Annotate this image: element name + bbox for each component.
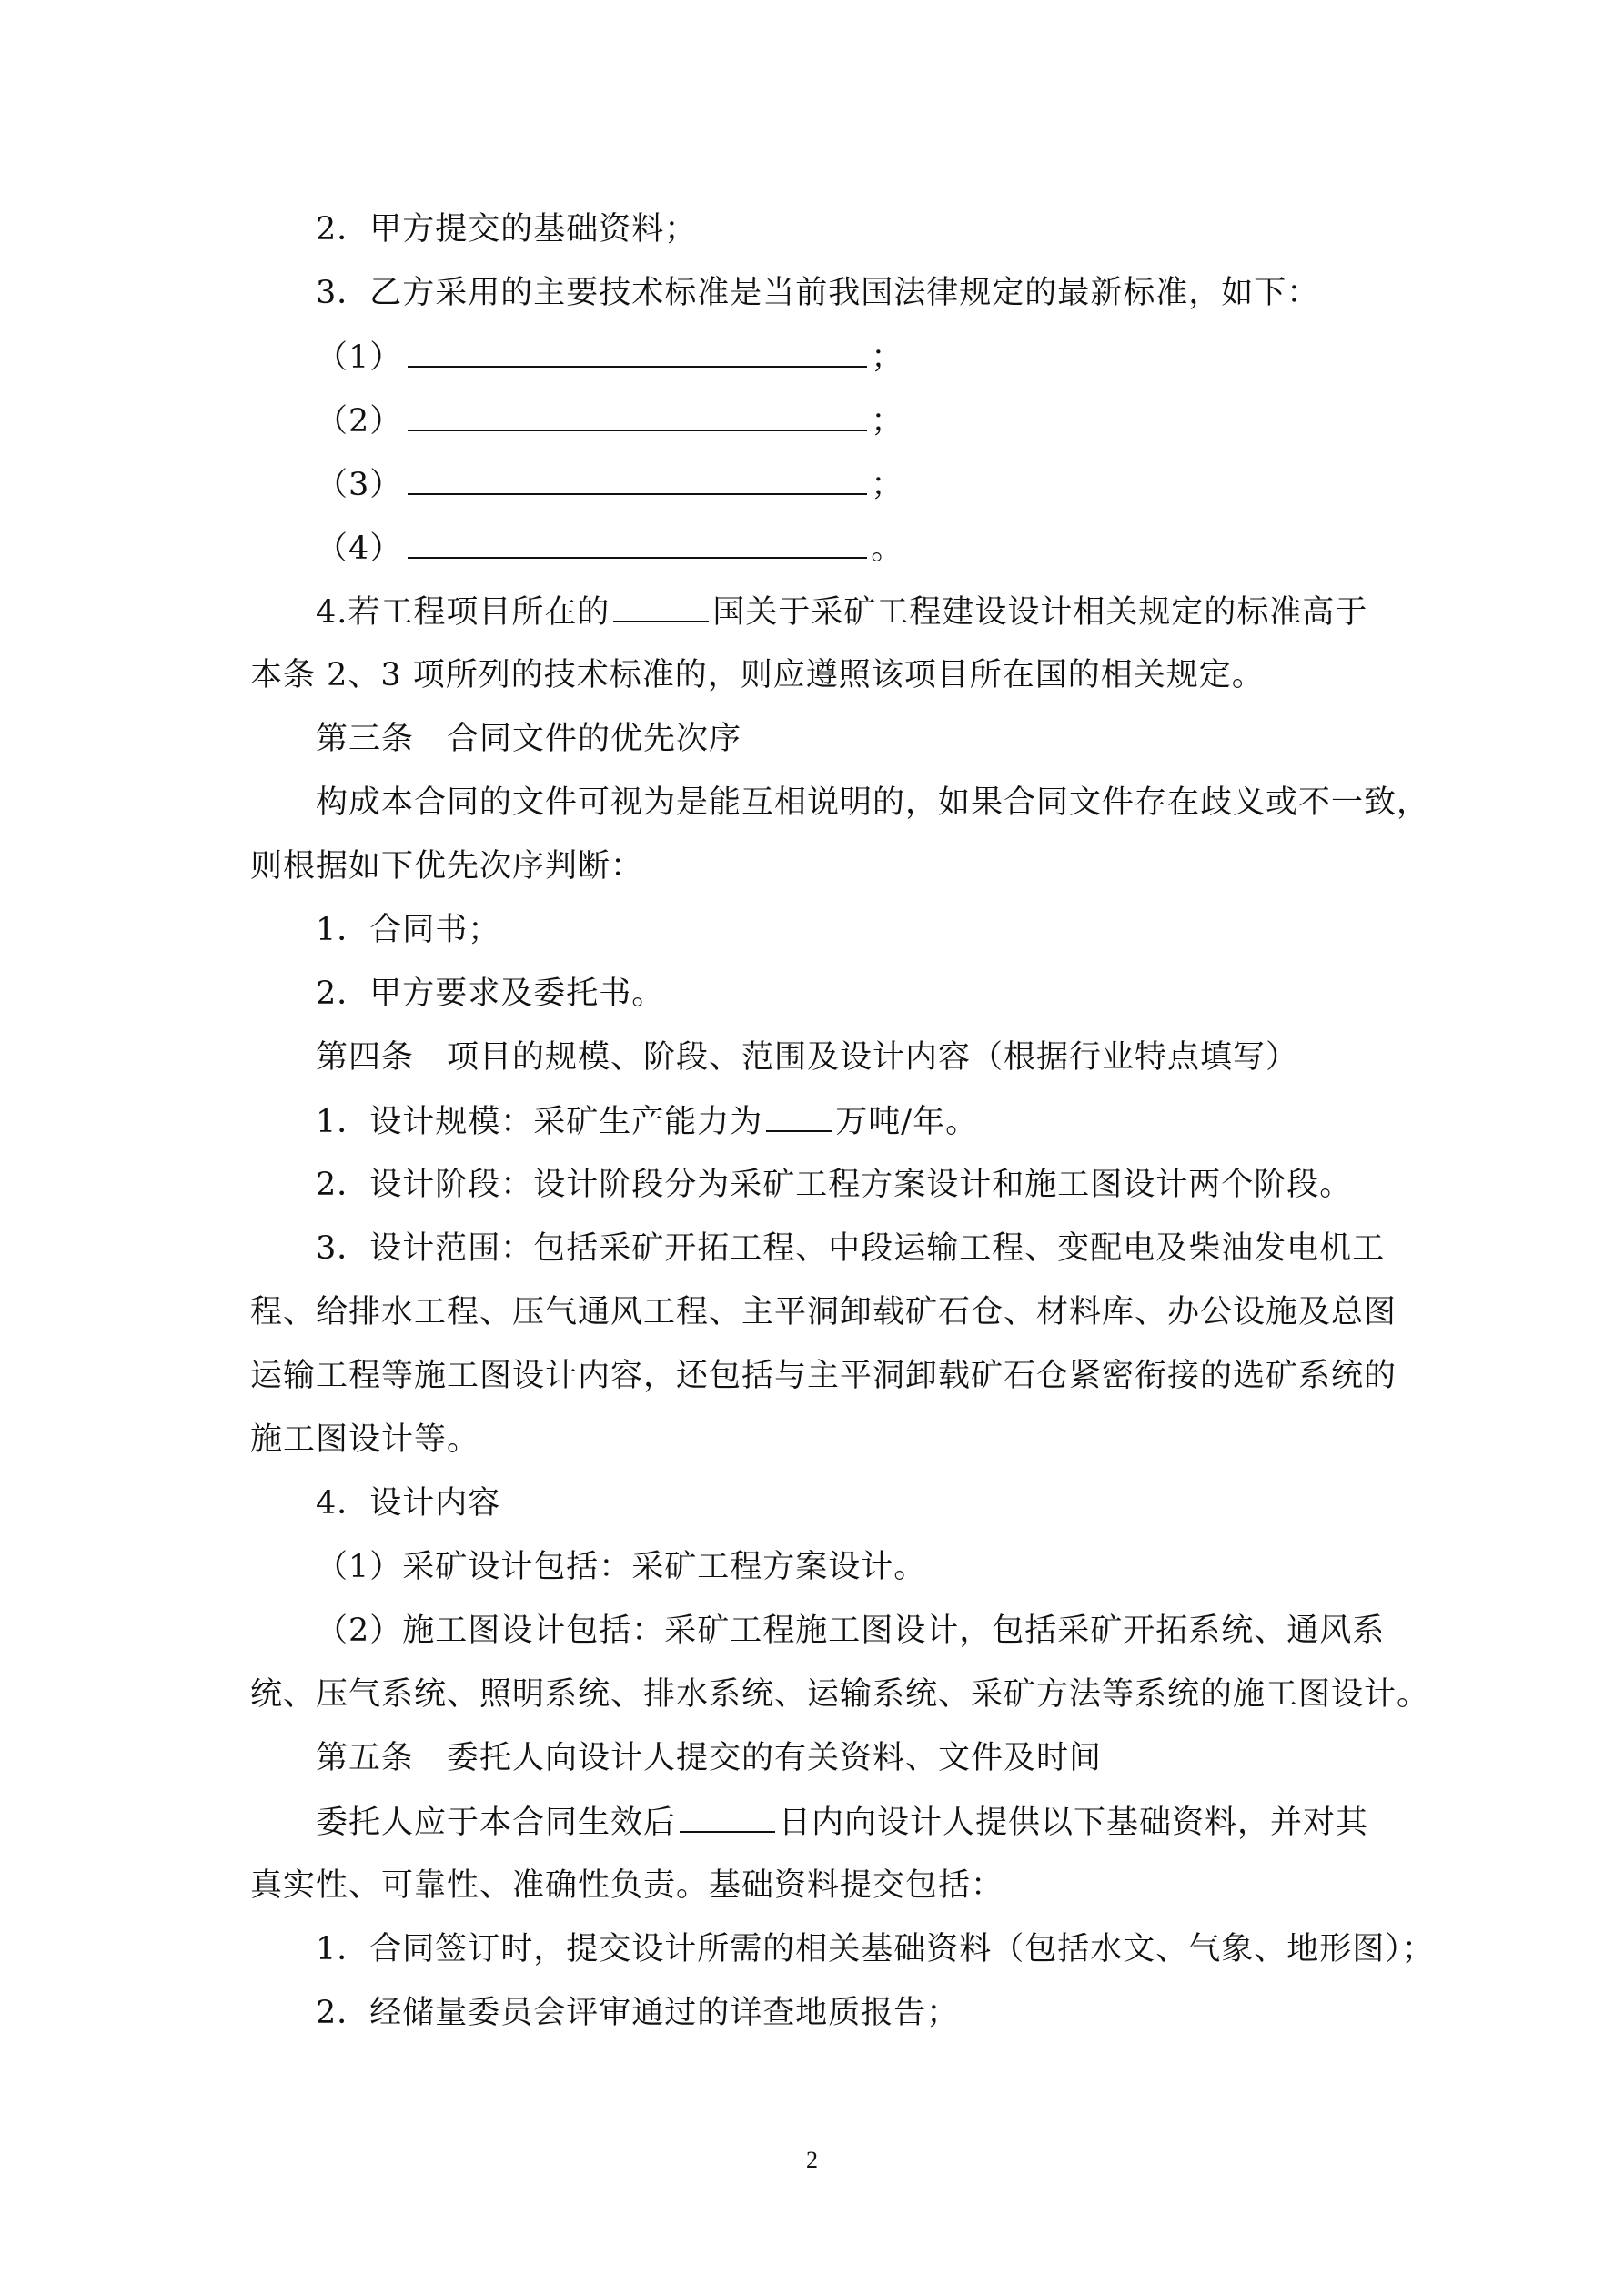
paragraph-line: 2．甲方要求及委托书。 — [316, 976, 665, 1012]
paragraph-line: 4.若工程项目所在的 国关于采矿工程建设设计相关规定的标准高于 — [316, 590, 1462, 634]
paragraph-line: （2）施工图设计包括：采矿工程施工图设计，包括采矿开拓系统、通风系 — [316, 1613, 1386, 1649]
standard-item-1: （1） ； — [316, 335, 1462, 379]
article-heading: 第三条 合同文件的优先次序 — [316, 721, 742, 757]
fill-blank — [408, 526, 867, 559]
paragraph-line: 运输工程等施工图设计内容，还包括与主平洞卸载矿石仓紧密衔接的选矿系统的 — [250, 1358, 1397, 1394]
fill-blank — [680, 1800, 775, 1833]
paragraph-line: 委托人应于本合同生效后 日内向设计人提供以下基础资料，并对其 — [316, 1800, 1462, 1845]
page-number: 2 — [806, 2147, 818, 2173]
fill-blank — [408, 462, 867, 495]
paragraph-line: 则根据如下优先次序判断： — [250, 848, 644, 885]
paragraph-line: （1）采矿设计包括：采矿工程方案设计。 — [316, 1549, 927, 1585]
article-heading: 第四条 项目的规模、阶段、范围及设计内容（根据行业特点填写） — [316, 1039, 1299, 1076]
fill-blank — [613, 590, 709, 622]
article-heading: 第五条 委托人向设计人提交的有关资料、文件及时间 — [316, 1740, 1103, 1776]
paragraph-line: 程、给排水工程、压气通风工程、主平洞卸载矿石仓、材料库、办公设施及总图 — [250, 1294, 1397, 1330]
paragraph-line: 2．甲方提交的基础资料； — [316, 211, 698, 248]
paragraph-line: 统、压气系统、照明系统、排水系统、运输系统、采矿方法等系统的施工图设计。 — [250, 1676, 1430, 1713]
paragraph-line: 3．乙方采用的主要技术标准是当前我国法律规定的最新标准，如下： — [316, 275, 1320, 311]
paragraph-line: 1．设计规模：采矿生产能力为 万吨/年。 — [316, 1099, 1462, 1144]
paragraph-line: 施工图设计等。 — [250, 1421, 480, 1458]
standard-item-2: （2） ； — [316, 399, 1462, 443]
paragraph-line: 真实性、可靠性、准确性负责。基础资料提交包括： — [250, 1867, 1004, 1904]
paragraph-line: 构成本合同的文件可视为是能互相说明的，如果合同文件存在歧义或不一致， — [316, 784, 1430, 821]
standard-item-3: （3） ； — [316, 462, 1462, 507]
paragraph-line: 4．设计内容 — [316, 1485, 501, 1522]
fill-blank — [766, 1099, 832, 1132]
paragraph-line: 3．设计范围：包括采矿开拓工程、中段运输工程、变配电及柴油发电机工 — [316, 1230, 1386, 1267]
paragraph-line: 2．设计阶段：设计阶段分为采矿工程方案设计和施工图设计两个阶段。 — [316, 1167, 1353, 1203]
paragraph-line: 1．合同签订时，提交设计所需的相关基础资料（包括水文、气象、地形图）； — [316, 1931, 1435, 1967]
paragraph-line: 1．合同书； — [316, 912, 501, 948]
paragraph-line: 2．经储量委员会评审通过的详查地质报告； — [316, 1995, 960, 2031]
fill-blank — [408, 335, 867, 368]
paragraph-line: 本条 2、3 项所列的技术标准的，则应遵照该项目所在国的相关规定。 — [250, 657, 1265, 693]
standard-item-4: （4） 。 — [316, 526, 1462, 571]
fill-blank — [408, 399, 867, 431]
